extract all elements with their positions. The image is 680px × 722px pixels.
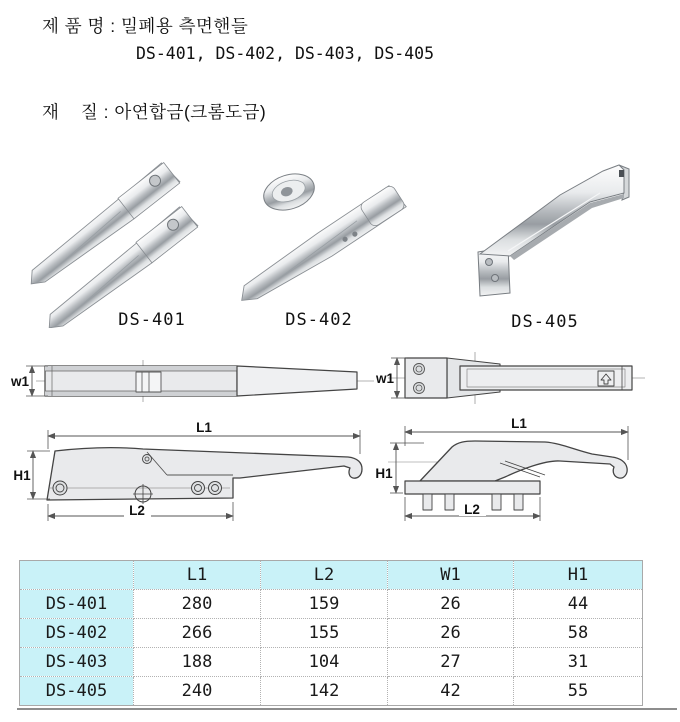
dimensions-table — [19, 560, 643, 706]
header-cell-h1: H1 — [514, 561, 643, 590]
material-line: 재 질 : 아연합금(크롬도금) — [42, 102, 267, 122]
header-cell-w1: W1 — [388, 561, 514, 590]
header-cell-blank — [20, 561, 134, 590]
drawing-side-view-right — [375, 416, 628, 521]
drawing-top-view-left — [10, 360, 374, 402]
dim-label-h1-right: H1 — [375, 466, 393, 481]
photo-caption-ds-401: DS-401 — [118, 310, 186, 330]
dim-label-l2-right: L2 — [464, 502, 480, 517]
technical-drawing — [0, 345, 680, 557]
handle-photo — [233, 184, 407, 310]
product-photo-ds-402 — [225, 152, 423, 312]
dim-label-l1-left: L1 — [196, 420, 212, 435]
header-cell-l2: L2 — [261, 561, 388, 590]
model-cell: DS-401 — [20, 590, 134, 619]
value-cell: 142 — [261, 677, 388, 706]
table-header-row — [20, 561, 643, 590]
value-cell: 188 — [134, 648, 261, 677]
value-cell: 26 — [388, 590, 514, 619]
photo-caption-ds-405: DS-405 — [511, 312, 579, 332]
table-row — [20, 590, 643, 619]
drawing-side-view-left — [13, 420, 362, 521]
value-cell: 104 — [261, 648, 388, 677]
model-cell: DS-403 — [20, 648, 134, 677]
value-cell: 26 — [388, 619, 514, 648]
strike-plate — [259, 168, 319, 216]
handle-photo — [478, 165, 629, 296]
product-photo-ds-405 — [470, 155, 645, 315]
table-row — [20, 619, 643, 648]
product-models-line: DS-401, DS-402, DS-403, DS-405 — [136, 44, 435, 63]
dim-label-l2-left: L2 — [129, 503, 145, 518]
table-row — [20, 648, 643, 677]
model-cell: DS-402 — [20, 619, 134, 648]
product-photo-ds-401 — [12, 146, 200, 328]
value-cell: 31 — [514, 648, 643, 677]
dim-label-w1-left: w1 — [10, 374, 30, 389]
dim-label-w1-right: w1 — [375, 371, 395, 386]
table-row — [20, 677, 643, 706]
drawing-top-view-right — [375, 352, 645, 404]
value-cell: 266 — [134, 619, 261, 648]
model-cell: DS-405 — [20, 677, 134, 706]
value-cell: 159 — [261, 590, 388, 619]
photo-caption-ds-402: DS-402 — [285, 310, 353, 330]
dim-label-l1-right: L1 — [511, 416, 527, 431]
product-name-line: 제 품 명 : 밀폐용 측면핸들 — [42, 16, 249, 36]
value-cell: 55 — [514, 677, 643, 706]
value-cell: 44 — [514, 590, 643, 619]
header-cell-l1: L1 — [134, 561, 261, 590]
dim-label-h1-left: H1 — [13, 468, 31, 483]
value-cell: 155 — [261, 619, 388, 648]
value-cell: 58 — [514, 619, 643, 648]
value-cell: 240 — [134, 677, 261, 706]
value-cell: 27 — [388, 648, 514, 677]
value-cell: 280 — [134, 590, 261, 619]
value-cell: 42 — [388, 677, 514, 706]
bottom-divider — [17, 708, 677, 710]
